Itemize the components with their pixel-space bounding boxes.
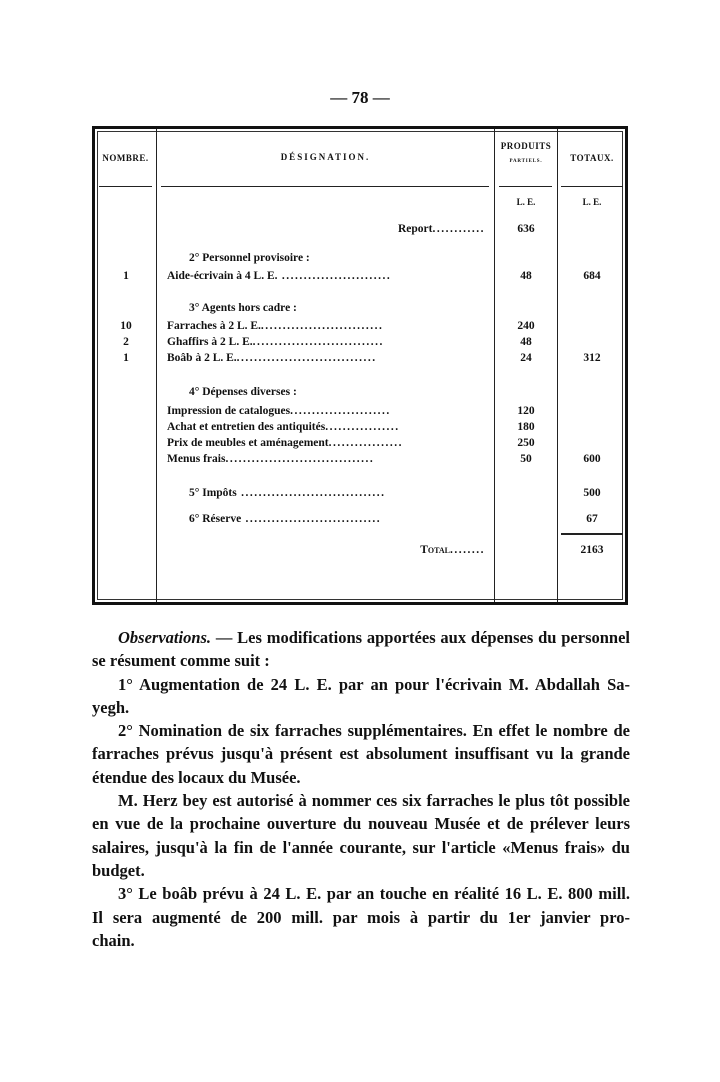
row-totaux: 67 xyxy=(586,513,598,525)
row-nombre: 1 xyxy=(123,270,129,282)
text-line: M. Herz bey est autorisé à nommer ces six farraches le plus tôt possible xyxy=(118,791,630,811)
row-produits: 240 xyxy=(517,320,535,332)
header-nombre: NOMBRE. xyxy=(102,153,149,163)
header-totaux: TOTAUX. xyxy=(570,153,614,163)
row-produits: 120 xyxy=(517,405,535,417)
row-produits: 180 xyxy=(517,421,535,433)
header-rule xyxy=(99,186,152,187)
row-designation: Boâb à 2 L. E................................. xyxy=(167,352,377,364)
unit-totaux: L. E. xyxy=(582,197,602,207)
row-designation: Report............ xyxy=(398,223,485,235)
row-nombre: 1 xyxy=(123,352,129,364)
row-produits: 50 xyxy=(520,453,532,465)
row-nombre: 2 xyxy=(123,336,129,348)
text-line: Il sera augmenté de 200 mill. par mois à partir du 1er janvier pro- xyxy=(92,907,630,927)
row-produits: 48 xyxy=(520,336,532,348)
unit-produits: L. E. xyxy=(516,197,536,207)
row-designation: Farraches à 2 L. E............................. xyxy=(167,320,384,332)
text-line: se résument comme suit : xyxy=(92,651,270,671)
total-value: 2163 xyxy=(580,544,604,556)
row-designation: 6° Réserve ............................... xyxy=(189,513,382,525)
header-rule xyxy=(499,186,552,187)
text-line: 1° Augmentation de 24 L. E. par an pour l'écrivain M. Abdallah Sa- xyxy=(118,674,630,694)
row-designation: Impression de catalogues....................... xyxy=(167,405,391,417)
text-line: budget. xyxy=(92,860,145,880)
header-produits: PRODUITS xyxy=(500,141,552,151)
text-line: farraches prévus jusqu'à présent est absolument insuffisant vu la grande xyxy=(92,744,630,764)
row-designation: Ghaffirs à 2 L. E............................... xyxy=(167,336,384,348)
row-totaux: 684 xyxy=(583,270,601,282)
sum-rule xyxy=(561,533,623,535)
column-divider xyxy=(156,129,157,602)
section-heading: 4° Dépenses diverses : xyxy=(189,386,297,398)
section-heading: 2° Personnel provisoire : xyxy=(189,252,310,264)
header-rule xyxy=(561,186,623,187)
total-label: Total........ xyxy=(420,544,485,556)
header-designation: DÉSIGNATION. xyxy=(280,152,371,162)
text-line: étendue des locaux du Musée. xyxy=(92,767,301,787)
row-produits: 636 xyxy=(517,223,535,235)
row-designation: 5° Impôts ................................. xyxy=(189,487,386,499)
text-line: Observations. — Les modifications apportées aux dépenses du personnel xyxy=(118,628,630,647)
row-nombre: 10 xyxy=(120,320,132,332)
budget-table xyxy=(92,126,628,605)
section-heading: 3° Agents hors cadre : xyxy=(189,302,297,314)
header-produits-partiels: PARTIELS. xyxy=(509,159,543,164)
text-line: 2° Nomination de six farraches supplémentaires. En effet le nombre de xyxy=(118,721,630,741)
row-produits: 24 xyxy=(520,352,532,364)
text-line: en vue de la prochaine ouverture du nouveau Musée et de prélever leurs xyxy=(92,814,630,834)
row-designation: Aide-écrivain à 4 L. E. ......................... xyxy=(167,270,392,282)
row-designation: Prix de meubles et aménagement................. xyxy=(167,437,403,449)
text-line: salaires, jusqu'à la fin de l'année courante, sur l'article «Menus frais» du xyxy=(92,837,630,857)
page-number: — 78 — xyxy=(330,88,390,107)
row-totaux: 500 xyxy=(583,487,601,499)
observations-text xyxy=(92,626,630,952)
header-rule xyxy=(161,186,489,187)
row-produits: 250 xyxy=(517,437,535,449)
text-line: 3° Le boâb prévu à 24 L. E. par an touche en réalité 16 L. E. 800 mill. xyxy=(118,884,630,904)
row-totaux: 600 xyxy=(583,453,601,465)
row-designation: Menus frais.................................. xyxy=(167,453,375,465)
text-line: yegh. xyxy=(92,697,130,717)
row-totaux: 312 xyxy=(583,352,601,364)
row-designation: Achat et entretien des antiquités................. xyxy=(167,421,400,433)
text-line: chain. xyxy=(92,930,135,950)
row-produits: 48 xyxy=(520,270,532,282)
